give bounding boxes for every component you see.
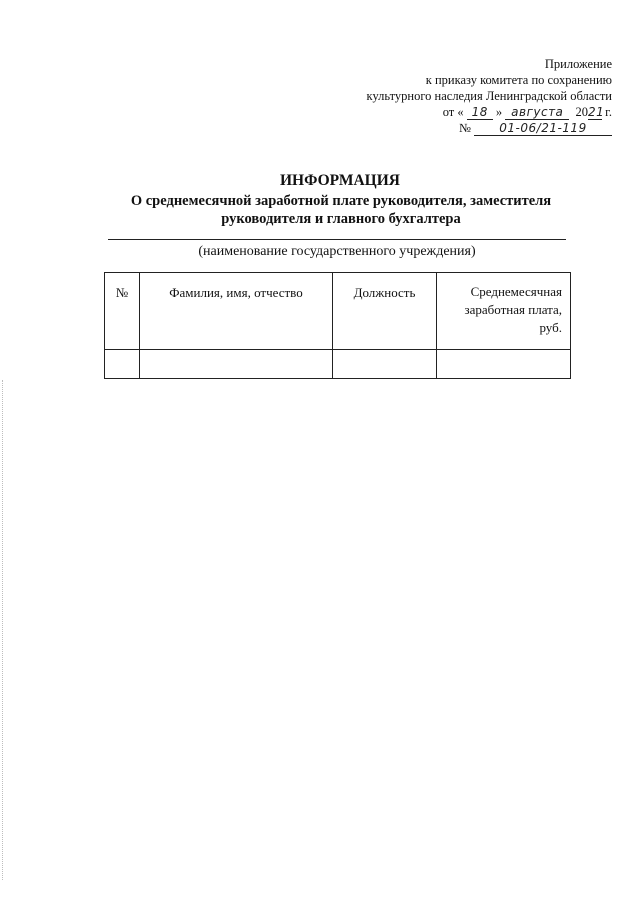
scan-edge-artifact [2,380,4,880]
date-mid: » [495,105,503,119]
header-number: № [105,273,140,350]
appendix-committee-line: культурного наследия Ленинградской области [366,89,612,103]
number-prefix: № [458,121,471,135]
date-suffix: г. [605,105,612,119]
document-subtitle: О среднемесячной заработной плате руководителя, заместителя руководителя и главного бухгалтера [130,193,552,227]
date-year-suffix: 21 [588,105,605,119]
header-salary: Среднемесячная заработная плата, руб. [437,273,571,350]
appendix-label: Приложение [544,57,612,71]
date-day: 18 [467,105,493,120]
cell-salary [437,350,571,379]
cell-position [333,350,437,379]
date-year-prefix: 20 [575,105,589,119]
date-prefix: от « [442,105,464,119]
organization-name-line [108,239,566,240]
salary-table [104,272,571,379]
appendix-date-row [367,104,612,120]
cell-number [105,350,140,379]
document-title: ИНФОРМАЦИЯ [280,172,400,189]
table-header-row [105,273,571,350]
appendix-number-row [367,120,612,136]
table-row [105,350,571,379]
organization-caption: (наименование государственного учреждения) [198,244,476,259]
header-position: Должность [333,273,437,350]
cell-full-name [140,350,333,379]
order-number: 01-06/21-119 [474,121,612,136]
header-full-name: Фамилия, имя, отчество [140,273,333,350]
appendix-order-line: к приказу комитета по сохранению [425,73,612,87]
appendix-block [367,56,612,136]
date-month: августа [505,105,569,120]
